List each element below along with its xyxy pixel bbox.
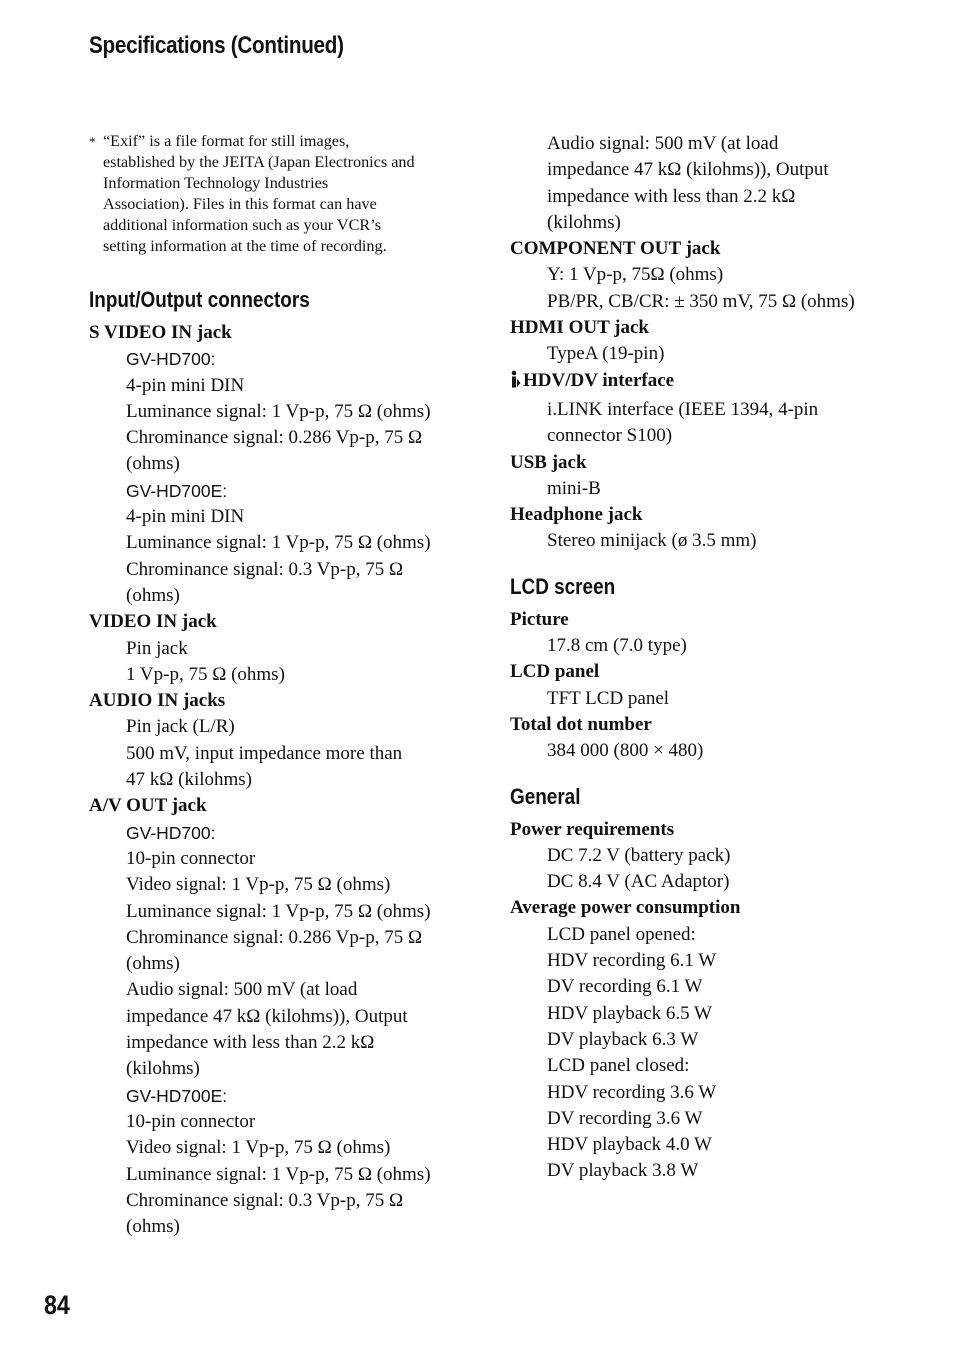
spec-line: Chrominance signal: 0.3 Vp-p, 75 Ω <box>126 1189 404 1211</box>
spec-line: (ohms) <box>126 953 180 975</box>
spec-line: impedance with less than 2.2 kΩ <box>547 185 796 207</box>
spec-line: Chrominance signal: 0.3 Vp-p, 75 Ω <box>126 558 404 580</box>
spec-title-lcd-panel: LCD panel <box>510 661 600 683</box>
spec-line: PB/PR, CB/CR: ± 350 mV, 75 Ω (ohms) <box>547 290 855 312</box>
spec-title-hdmi: HDMI OUT jack <box>510 317 649 339</box>
spec-line: (kilohms) <box>547 211 621 233</box>
spec-line: TypeA (19-pin) <box>547 343 665 365</box>
model-label: GV-HD700: <box>126 822 216 843</box>
footnote-line: established by the JEITA (Japan Electronics and <box>103 153 415 171</box>
model-label: GV-HD700E: <box>126 480 228 501</box>
model-label: GV-HD700: <box>126 349 216 370</box>
spec-line: Luminance signal: 1 Vp-p, 75 Ω (ohms) <box>126 1163 431 1185</box>
footnote-line: Association). Files in this format can have <box>103 195 377 213</box>
spec-line: 47 kΩ (kilohms) <box>126 769 253 791</box>
spec-line: Luminance signal: 1 Vp-p, 75 Ω (ohms) <box>126 900 431 922</box>
spec-line: Video signal: 1 Vp-p, 75 Ω (ohms) <box>126 1137 391 1159</box>
spec-line: DC 7.2 V (battery pack) <box>547 844 731 866</box>
spec-title-s-video: S VIDEO IN jack <box>89 322 232 343</box>
page-header: Specifications (Continued) <box>89 32 344 59</box>
spec-line: 17.8 cm (7.0 type) <box>547 635 687 657</box>
spec-line: Video signal: 1 Vp-p, 75 Ω (ohms) <box>126 874 391 896</box>
spec-line: connector S100) <box>547 425 673 447</box>
spec-line: (ohms) <box>126 584 180 606</box>
spec-line: mini-B <box>547 477 601 499</box>
footnote-mark: * <box>89 134 96 149</box>
spec-title-component: COMPONENT OUT jack <box>510 238 721 260</box>
spec-line: 1 Vp-p, 75 Ω (ohms) <box>126 663 285 685</box>
spec-line: 4-pin mini DIN <box>126 506 245 528</box>
page-number: 84 <box>44 1290 70 1320</box>
spec-line: HDV recording 3.6 W <box>547 1081 717 1103</box>
spec-line: 10-pin connector <box>126 1110 256 1132</box>
spec-line: (kilohms) <box>126 1058 200 1080</box>
spec-title-audio-in: AUDIO IN jacks <box>89 690 226 712</box>
footnote-line: setting information at the time of recording. <box>103 237 387 255</box>
spec-line: (ohms) <box>126 453 180 475</box>
spec-line: HDV playback 6.5 W <box>547 1002 712 1024</box>
footnote-line: Information Technology Industries <box>103 174 329 192</box>
spec-line: TFT LCD panel <box>547 687 670 709</box>
hdv-dv-title-text: HDV/DV interface <box>523 369 675 391</box>
spec-title-av-out: A/V OUT jack <box>89 795 207 817</box>
footnote-line: additional information such as your VCR’s <box>103 216 382 234</box>
spec-title-video-in: VIDEO IN jack <box>89 611 217 633</box>
right-column <box>510 131 910 1185</box>
spec-title-power: Power requirements <box>510 818 675 840</box>
spec-title-hdv-dv <box>510 368 910 397</box>
spec-line: DV recording 3.6 W <box>547 1107 703 1129</box>
spec-line: HDV recording 6.1 W <box>547 950 717 972</box>
left-column <box>89 131 489 1240</box>
spec-line: 10-pin connector <box>126 847 256 869</box>
spec-line: 384 000 (800 × 480) <box>547 740 704 762</box>
spec-line: Pin jack (L/R) <box>126 716 235 738</box>
spec-line: DC 8.4 V (AC Adaptor) <box>547 871 730 893</box>
spec-line: LCD panel closed: <box>547 1055 690 1077</box>
spec-line: HDV playback 4.0 W <box>547 1134 712 1156</box>
spec-line: Luminance signal: 1 Vp-p, 75 Ω (ohms) <box>126 400 431 422</box>
spec-line: Chrominance signal: 0.286 Vp-p, 75 Ω <box>126 926 423 948</box>
i-link-icon <box>510 370 521 397</box>
model-label: GV-HD700E: <box>126 1085 228 1106</box>
spec-line: 4-pin mini DIN <box>126 374 245 396</box>
exif-footnote <box>89 131 489 257</box>
spec-line: Audio signal: 500 mV (at load <box>547 133 779 154</box>
spec-title-usb: USB jack <box>510 451 587 473</box>
spec-line: Pin jack <box>126 637 188 659</box>
spec-line: LCD panel opened: <box>547 923 696 945</box>
section-title-general: General <box>510 783 581 809</box>
spec-line: DV playback 3.8 W <box>547 1160 699 1182</box>
spec-line: DV recording 6.1 W <box>547 976 703 998</box>
spec-line: i.LINK interface (IEEE 1394, 4-pin <box>547 398 819 420</box>
spec-line: DV playback 6.3 W <box>547 1028 699 1050</box>
spec-title-consumption: Average power consumption <box>510 897 741 919</box>
spec-line: Chrominance signal: 0.286 Vp-p, 75 Ω <box>126 427 423 449</box>
spec-line: (ohms) <box>126 1216 180 1238</box>
spec-title-dot-number: Total dot number <box>510 713 652 735</box>
spec-line: impedance with less than 2.2 kΩ <box>126 1032 375 1054</box>
spec-title-headphone: Headphone jack <box>510 504 643 526</box>
spec-line: impedance 47 kΩ (kilohms)), Output <box>126 1005 408 1027</box>
spec-line: Luminance signal: 1 Vp-p, 75 Ω (ohms) <box>126 532 431 554</box>
spec-line: Stereo minijack (ø 3.5 mm) <box>547 530 757 552</box>
footnote-line: “Exif” is a file format for still images, <box>103 132 350 150</box>
spec-line: 500 mV, input impedance more than <box>126 742 403 764</box>
section-title-io: Input/Output connectors <box>89 287 310 312</box>
spec-line: Audio signal: 500 mV (at load <box>126 979 358 1001</box>
section-title-lcd: LCD screen <box>510 573 616 599</box>
spec-title-picture: Picture <box>510 608 569 630</box>
spec-line: Y: 1 Vp-p, 75Ω (ohms) <box>547 264 724 286</box>
spec-line: impedance 47 kΩ (kilohms)), Output <box>547 159 829 181</box>
